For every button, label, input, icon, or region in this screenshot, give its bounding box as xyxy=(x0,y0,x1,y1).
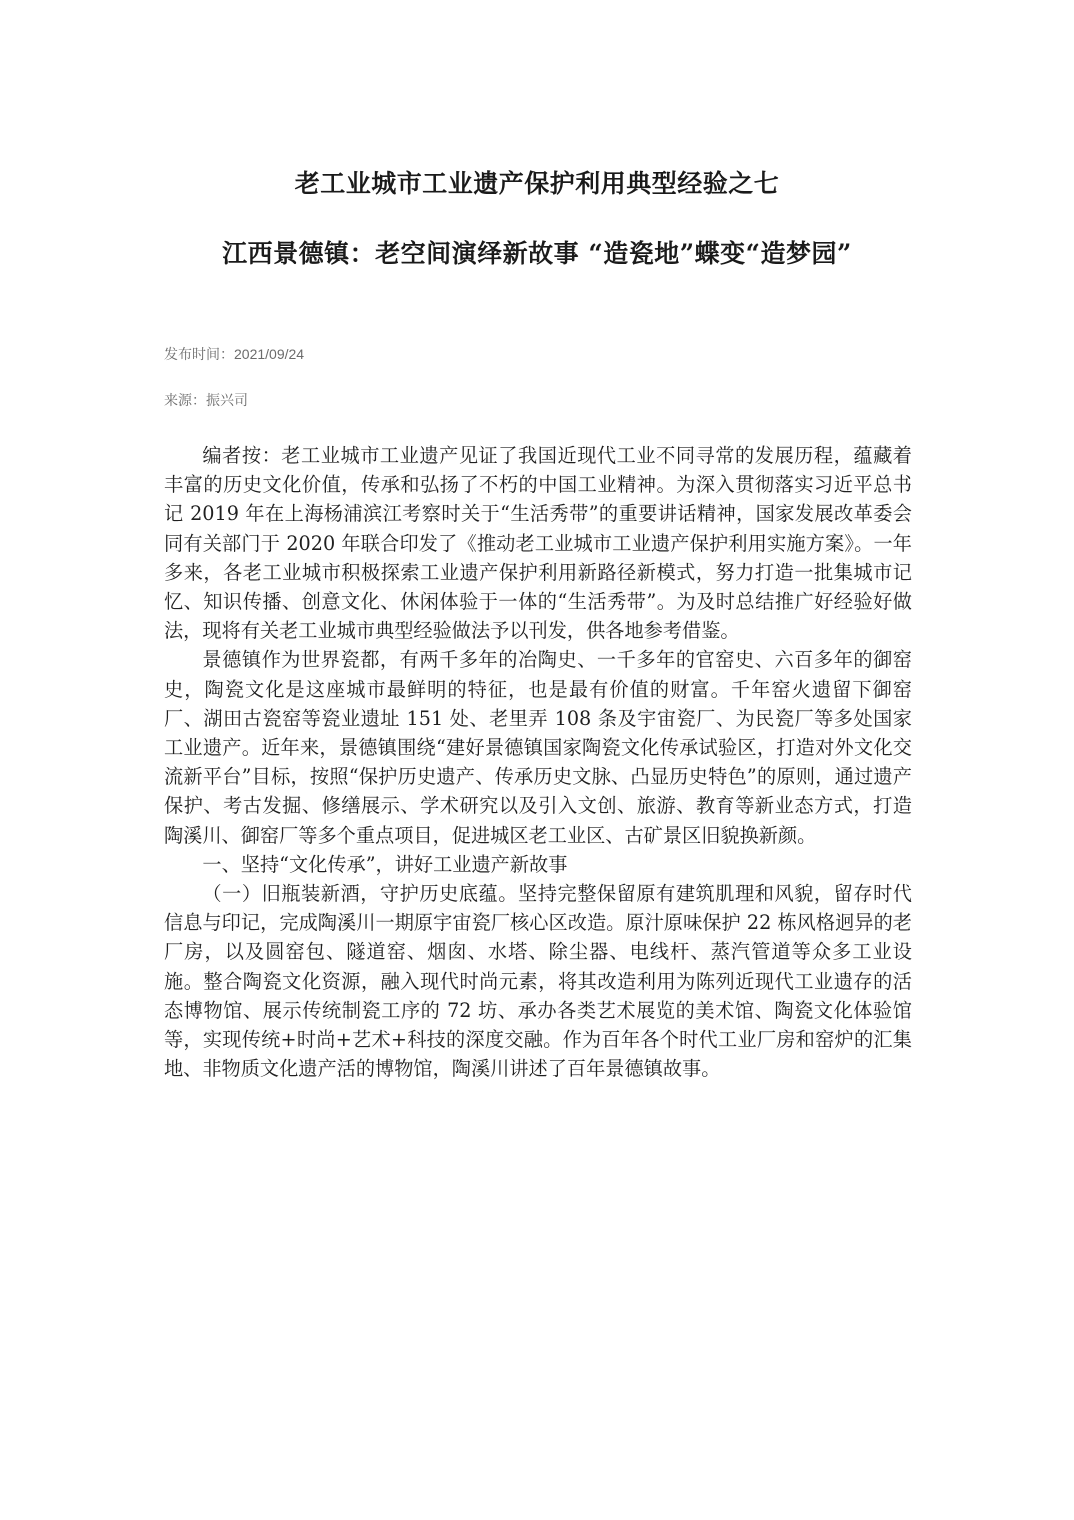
source-label: 来源：振兴司 xyxy=(164,392,248,408)
editor-note-paragraph: 编者按：老工业城市工业遗产见证了我国近现代工业不同寻常的发展历程，蕴藏着丰富的历史文化价值，传承和弘扬了不朽的中国工业精神。为深入贯彻落实习近平总书记 2019 年在上海杨浦滨江考察时关于“生活秀带”的重要讲话精神，国家发展改革委会同有关部门于 2020 年联合印发了《推动老工业城市工业遗产保护利用实施方案》。一年多来，各老工业城市积极探索工业遗产保护利用新路径新模式，努力打造一批集城市记忆、知识传播、创意文化、休闲体验于一体的“生活秀带”。为及时总结推广好经验好做法，现将有关老工业城市典型经验做法予以刊发，供各地参考借鉴。 xyxy=(164,444,912,643)
document-main-title: 江西景德镇：老空间演绎新故事 “造瓷地”蝶变“造梦园” xyxy=(222,239,852,268)
section-heading: 一、坚持“文化传承”，讲好工业遗产新故事 xyxy=(202,852,568,876)
article-body xyxy=(164,441,912,1083)
document-series-title: 老工业城市工业遗产保护利用典型经验之七 xyxy=(294,169,780,198)
intro-paragraph: 景德镇作为世界瓷都，有两千多年的冶陶史、一千多年的官窑史、六百多年的御窑史，陶瓷文化是这座城市最鲜明的特征，也是最有价值的财富。千年窑火遗留下御窑厂、湖田古瓷窑等瓷业遗址 151 处、老里弄 108 条及宇宙瓷厂、为民瓷厂等多处国家工业遗产。近年来，景德镇围绕“建好景德镇国家陶瓷文化传承试验区，打造对外文化交流新平台”目标，按照“保护历史遗产、传承历史文脉、凸显历史特色”的原则，通过遗产保护、考古发掘、修缮展示、学术研究以及引入文创、旅游、教育等新业态方式，打造陶溪川、御窑厂等多个重点项目，促进城区老工业区、古矿景区旧貌换新颜。 xyxy=(164,648,912,847)
subsection-paragraph: （一）旧瓶装新酒，守护历史底蕴。坚持完整保留原有建筑肌理和风貌，留存时代信息与印记，完成陶溪川一期原宇宙瓷厂核心区改造。原汁原味保护 22 栋风格迥异的老厂房，以及圆窑包、隧道窑、烟囱、水塔、除尘器、电线杆、蒸汽管道等众多工业设施。整合陶瓷文化资源，融入现代时尚元素，将其改造利用为陈列近现代工业遗存的活态博物馆、展示传统制瓷工序的 72 坊、承办各类艺术展览的美术馆、陶瓷文化体验馆等，实现传统+时尚+艺术+科技的深度交融。作为百年各个时代工业厂房和窑炉的汇集地、非物质文化遗产活的博物馆，陶溪川讲述了百年景德镇故事。 xyxy=(164,882,912,1081)
publish-date: 发布时间：2021/09/24 xyxy=(164,346,305,362)
